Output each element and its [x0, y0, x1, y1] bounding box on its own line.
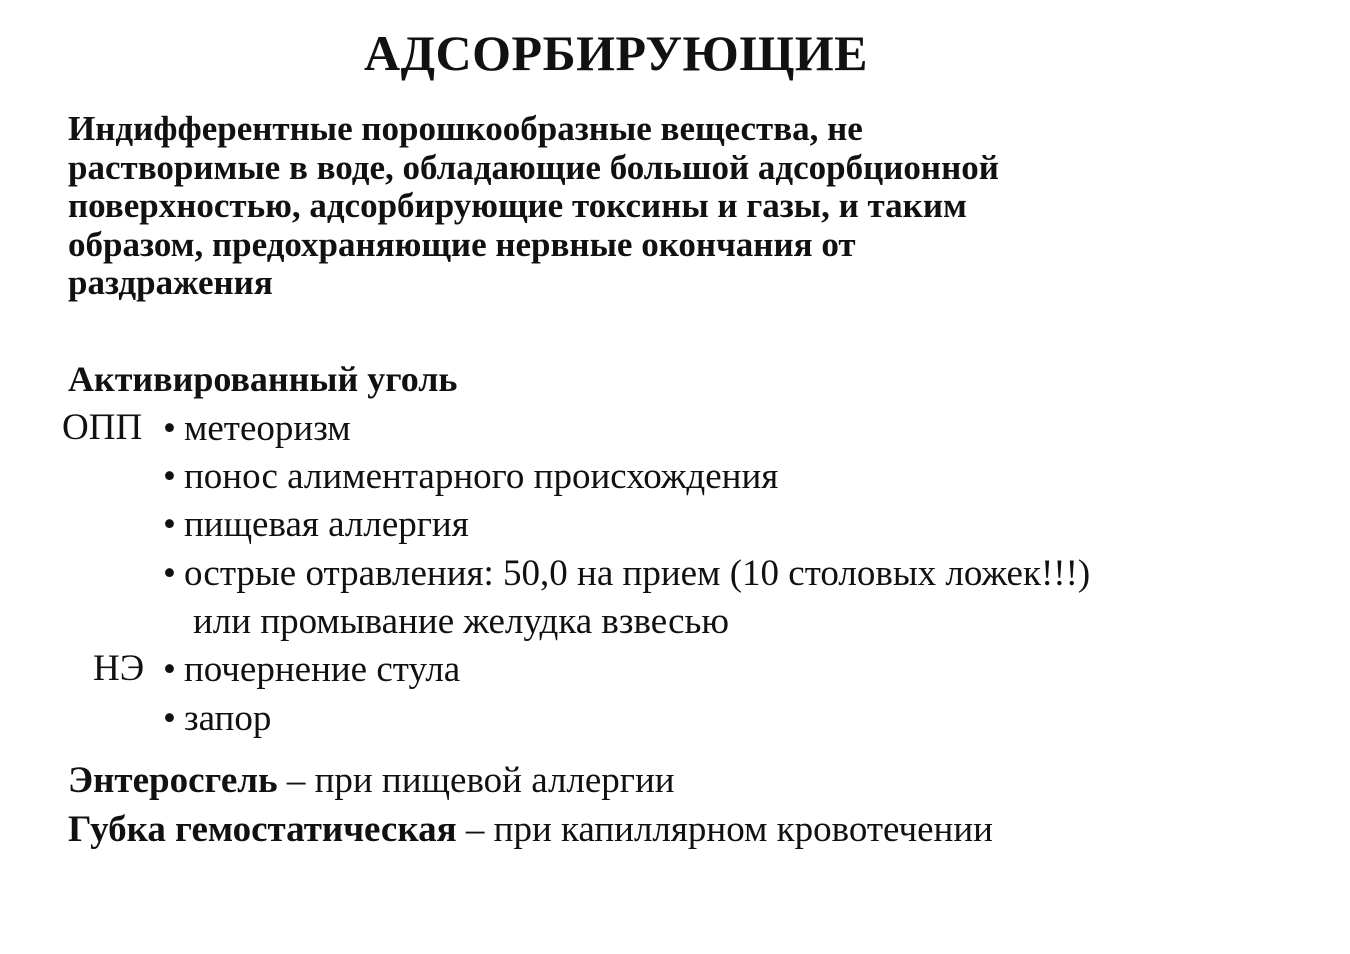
- other-drug-use: при капиллярном кровотечении: [493, 809, 993, 850]
- slide-title: АДСОРБИРУЮЩИЕ: [364, 25, 868, 81]
- other-drug-note: [68, 806, 993, 854]
- indications-label: ОПП: [62, 407, 143, 448]
- other-drug-name: Энтеросгель: [68, 760, 278, 801]
- indication-text: пищевая аллергия: [183, 504, 469, 545]
- indication-item: [163, 501, 469, 549]
- indication-text: метеоризм: [183, 408, 351, 449]
- side-effect-text: почернение стула: [183, 649, 461, 690]
- other-drug-note: [68, 757, 675, 805]
- drug-heading: Активированный уголь: [68, 359, 458, 399]
- indication-continuation: или промывание желудка взвесью: [193, 601, 730, 642]
- definition-line: поверхностью, адсорбирующие токсины и газы, и таким: [68, 186, 967, 225]
- definition-line: образом, предохраняющие нервные окончания от: [68, 224, 856, 264]
- bullet-icon: •: [163, 504, 176, 545]
- indication-item: [163, 453, 778, 501]
- indication-text: понос алиментарного происхождения: [183, 456, 779, 497]
- indication-item: [163, 550, 1090, 598]
- dash: –: [286, 760, 306, 801]
- definition-line: растворимые в воде, обладающие большой адсорбционной: [68, 147, 999, 187]
- side-effect-text: запор: [183, 698, 272, 739]
- side-effect-item: [163, 695, 271, 743]
- other-drug-use: при пищевой аллергии: [314, 760, 675, 801]
- bullet-icon: •: [163, 456, 176, 497]
- bullet-icon: •: [163, 408, 176, 449]
- definition-line: Индифферентные порошкообразные вещества, не: [68, 109, 863, 148]
- definition-paragraph: [68, 110, 999, 303]
- indication-text: острые отравления: 50,0 на прием (10 столовых ложек!!!): [183, 553, 1091, 594]
- bullet-icon: •: [163, 649, 176, 690]
- bullet-icon: •: [163, 698, 176, 739]
- side-effects-label: НЭ: [93, 648, 145, 689]
- bullet-icon: •: [163, 553, 176, 594]
- definition-line: раздражения: [68, 263, 273, 302]
- side-effect-item: [163, 646, 460, 694]
- indication-item: [163, 405, 351, 453]
- dash: –: [465, 809, 485, 850]
- other-drug-name: Губка гемостатическая: [68, 809, 457, 850]
